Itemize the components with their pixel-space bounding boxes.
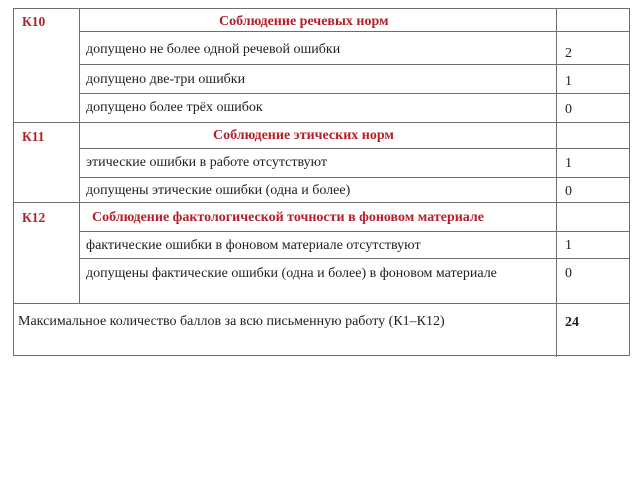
criterion-points: 1 bbox=[565, 238, 572, 253]
criterion-text: допущены фактические ошибки (одна и более) в фоновом материале bbox=[86, 266, 497, 281]
criterion-text: допущены этические ошибки (одна и более) bbox=[86, 183, 351, 198]
criterion-points: 1 bbox=[565, 74, 572, 89]
section-code: К10 bbox=[22, 14, 46, 29]
section-title: Соблюдение фактологической точности в фоновом материале bbox=[92, 210, 484, 225]
criterion-points: 0 bbox=[565, 102, 572, 117]
criterion-points: 0 bbox=[565, 266, 572, 281]
section-title: Соблюдение этических норм bbox=[213, 128, 394, 143]
total-points: 24 bbox=[565, 315, 579, 330]
total-text: Максимальное количество баллов за всю письменную работу (К1–К12) bbox=[18, 314, 445, 329]
section-code: К12 bbox=[22, 210, 46, 225]
criterion-points: 2 bbox=[565, 46, 572, 61]
criterion-text: фактические ошибки в фоновом материале отсутствуют bbox=[86, 238, 421, 253]
criterion-text: допущено более трёх ошибок bbox=[86, 100, 263, 115]
section-title: Соблюдение речевых норм bbox=[219, 14, 389, 29]
criterion-points: 0 bbox=[565, 184, 572, 199]
section-code: К11 bbox=[22, 129, 45, 144]
criterion-text: допущено не более одной речевой ошибки bbox=[86, 42, 341, 57]
criterion-points: 1 bbox=[565, 156, 572, 171]
criteria-table bbox=[13, 8, 630, 356]
criterion-text: допущено две-три ошибки bbox=[86, 72, 246, 87]
criterion-text: этические ошибки в работе отсутствуют bbox=[86, 155, 328, 170]
